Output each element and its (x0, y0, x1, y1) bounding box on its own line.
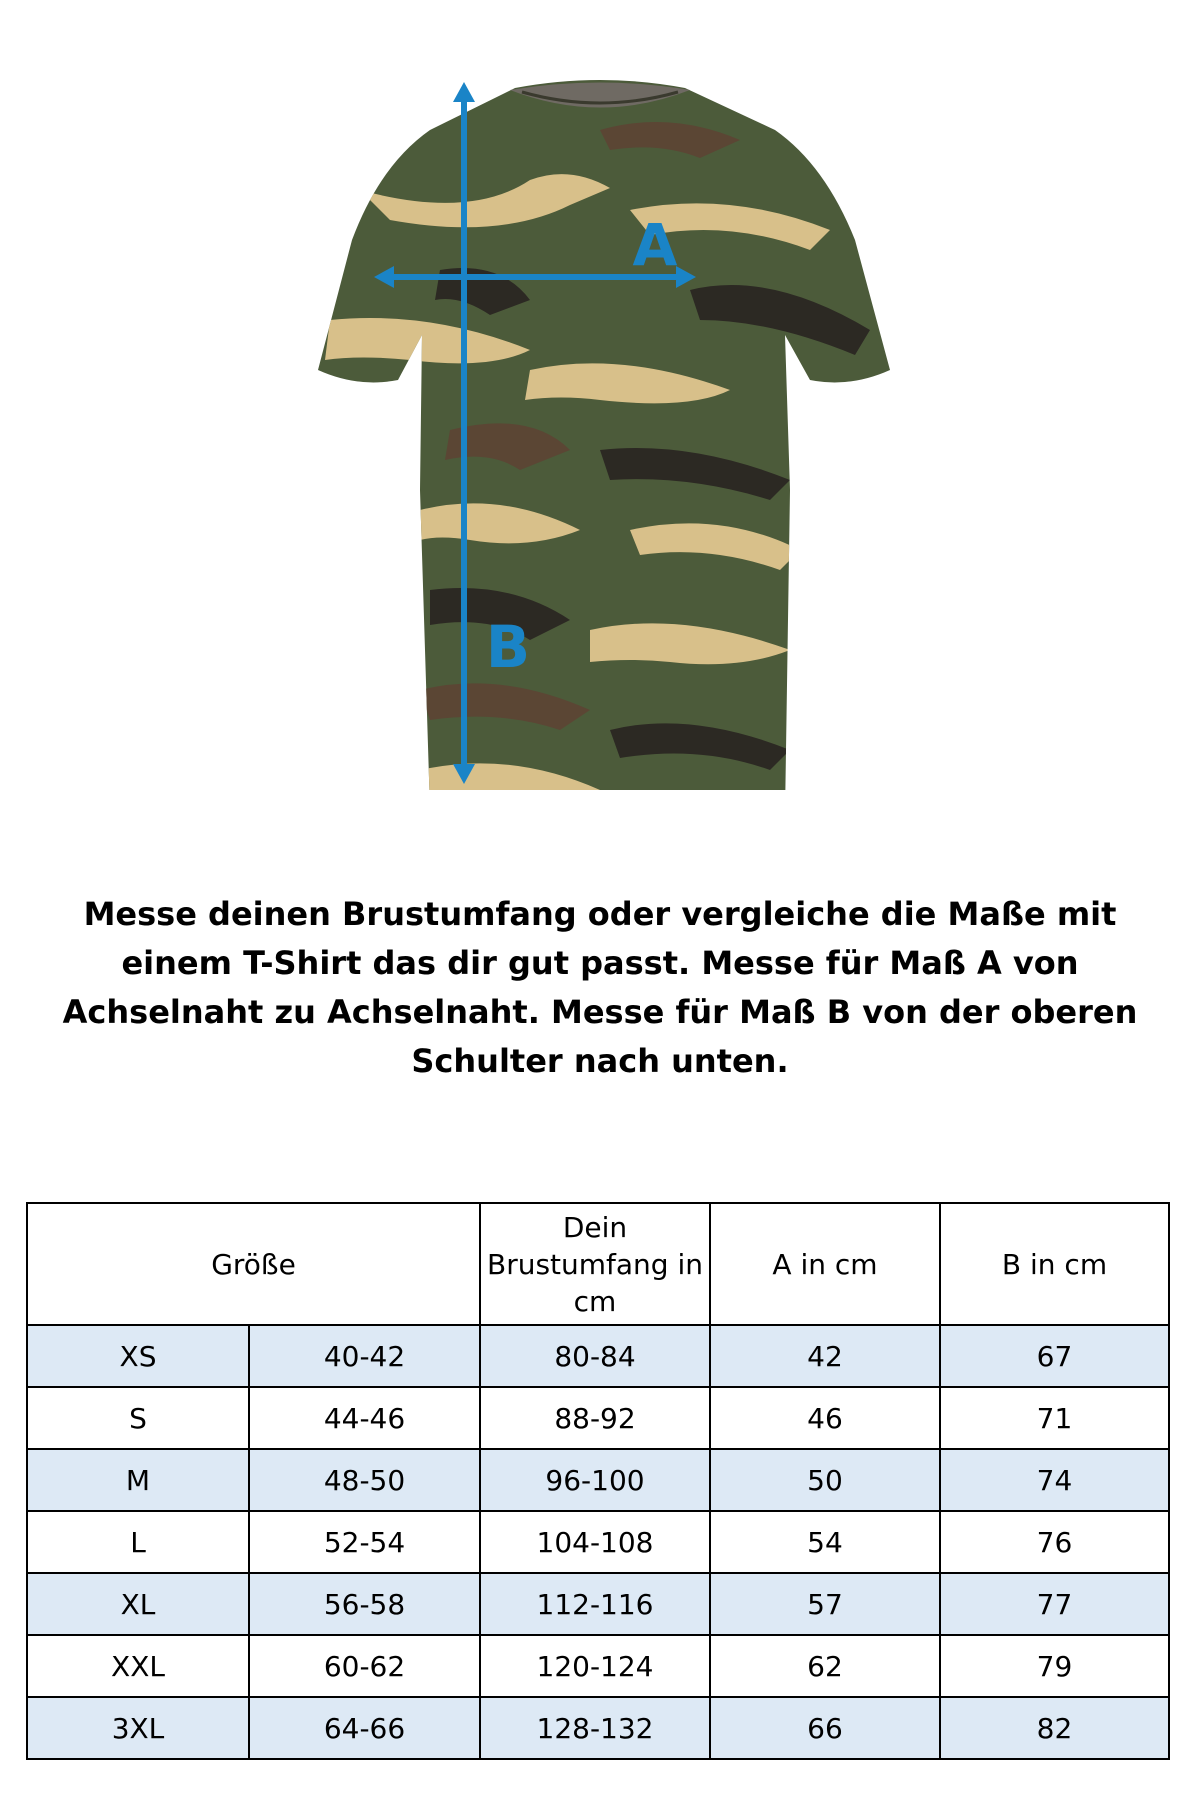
cell-a: 50 (710, 1449, 940, 1511)
cell-eu-size: 56-58 (249, 1573, 480, 1635)
header-b: B in cm (940, 1203, 1169, 1325)
cell-chest: 96-100 (480, 1449, 710, 1511)
tshirt-measurement-figure (270, 70, 930, 790)
cell-size: XS (27, 1325, 249, 1387)
cell-eu-size: 64-66 (249, 1697, 480, 1759)
cell-chest: 80-84 (480, 1325, 710, 1387)
camo-tshirt-image (270, 70, 930, 790)
table-row (27, 1325, 1169, 1387)
cell-chest: 88-92 (480, 1387, 710, 1449)
size-chart-table (26, 1202, 1170, 1760)
cell-eu-size: 48-50 (249, 1449, 480, 1511)
table-row (27, 1635, 1169, 1697)
cell-chest: 120-124 (480, 1635, 710, 1697)
table-row (27, 1573, 1169, 1635)
cell-b: 79 (940, 1635, 1169, 1697)
cell-a: 66 (710, 1697, 940, 1759)
cell-a: 62 (710, 1635, 940, 1697)
header-chest: Dein Brustumfang in cm (480, 1203, 710, 1325)
measurement-instructions: Messe deinen Brustumfang oder vergleiche die Maße mit einem T-Shirt das dir gut passt. Messe für Maß A von Achselnaht zu Achselnaht. Messe für Maß B von der oberen Schulter nach unten. (62, 895, 1138, 1080)
tshirt-body (318, 80, 890, 790)
header-size: Größe (27, 1203, 480, 1325)
cell-b: 67 (940, 1325, 1169, 1387)
cell-size: 3XL (27, 1697, 249, 1759)
table-row (27, 1449, 1169, 1511)
table-row (27, 1697, 1169, 1759)
cell-size: XL (27, 1573, 249, 1635)
table-row (27, 1387, 1169, 1449)
cell-b: 82 (940, 1697, 1169, 1759)
cell-b: 76 (940, 1511, 1169, 1573)
cell-size: XXL (27, 1635, 249, 1697)
table-row (27, 1511, 1169, 1573)
cell-a: 42 (710, 1325, 940, 1387)
cell-eu-size: 44-46 (249, 1387, 480, 1449)
cell-chest: 104-108 (480, 1511, 710, 1573)
cell-eu-size: 52-54 (249, 1511, 480, 1573)
table-header-row (27, 1203, 1169, 1325)
cell-b: 71 (940, 1387, 1169, 1449)
cell-a: 54 (710, 1511, 940, 1573)
cell-chest: 112-116 (480, 1573, 710, 1635)
cell-a: 57 (710, 1573, 940, 1635)
cell-chest: 128-132 (480, 1697, 710, 1759)
cell-b: 74 (940, 1449, 1169, 1511)
cell-size: S (27, 1387, 249, 1449)
cell-b: 77 (940, 1573, 1169, 1635)
cell-size: L (27, 1511, 249, 1573)
cell-a: 46 (710, 1387, 940, 1449)
label-b: B (485, 613, 531, 681)
cell-size: M (27, 1449, 249, 1511)
label-a: A (632, 211, 678, 279)
cell-eu-size: 40-42 (249, 1325, 480, 1387)
header-a: A in cm (710, 1203, 940, 1325)
cell-eu-size: 60-62 (249, 1635, 480, 1697)
